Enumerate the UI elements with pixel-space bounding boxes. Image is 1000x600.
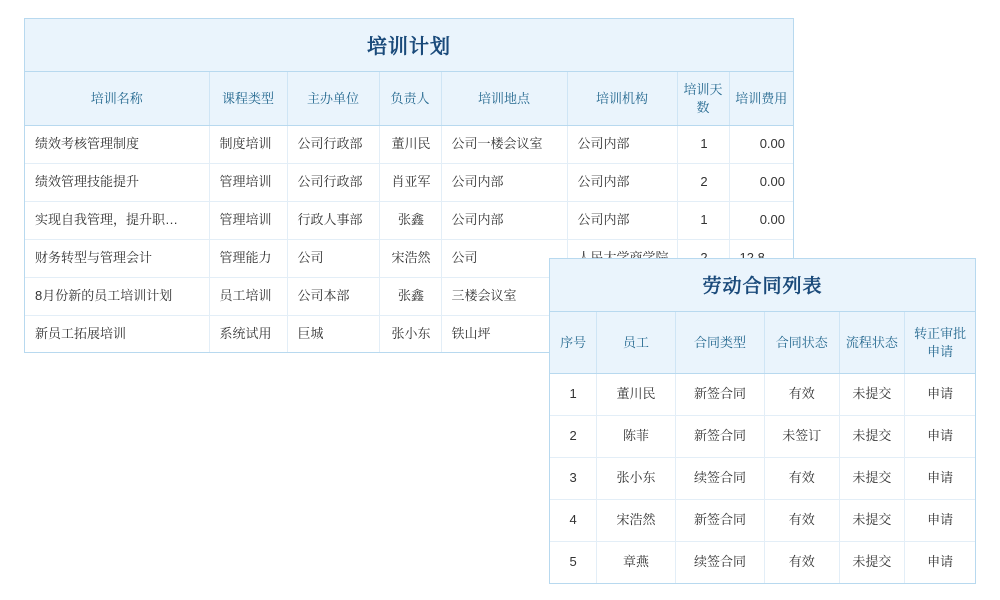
table-row[interactable] [25, 126, 793, 164]
course-type-cell: 系统试用 [209, 315, 287, 352]
training-name-link[interactable]: 实现自我管理，提升职… [25, 201, 209, 239]
labor-contract-table [550, 312, 975, 583]
table-row[interactable] [550, 457, 975, 499]
course-type-cell: 管理能力 [209, 239, 287, 277]
column-header-flow-status: 流程状态 [839, 312, 905, 374]
course-type-cell: 管理培训 [209, 163, 287, 201]
organizer-cell: 公司行政部 [287, 163, 379, 201]
apply-link[interactable]: 申请 [905, 374, 975, 416]
column-header-employee: 员工 [597, 312, 676, 374]
flow-status-cell: 未提交 [839, 415, 905, 457]
owner-link[interactable]: 宋浩然 [379, 239, 441, 277]
apply-link[interactable]: 申请 [905, 541, 975, 582]
flow-status-cell: 未提交 [839, 457, 905, 499]
table-row[interactable] [550, 499, 975, 541]
index-cell: 3 [550, 457, 597, 499]
labor-contract-title: 劳动合同列表 [550, 259, 975, 312]
contract-status-cell: 未签订 [765, 415, 839, 457]
flow-status-cell: 未提交 [839, 499, 905, 541]
index-cell: 2 [550, 415, 597, 457]
table-row[interactable] [550, 415, 975, 457]
organizer-cell: 公司 [287, 239, 379, 277]
training-name-link[interactable]: 8月份新的员工培训计划 [25, 277, 209, 315]
apply-link[interactable]: 申请 [905, 457, 975, 499]
owner-link[interactable]: 董川民 [379, 126, 441, 164]
place-cell: 公司一楼会议室 [441, 126, 567, 164]
agency-cell: 公司内部 [567, 126, 677, 164]
contract-type-cell: 续签合同 [675, 457, 764, 499]
column-header-agency: 培训机构 [567, 72, 677, 126]
owner-link[interactable]: 张鑫 [379, 277, 441, 315]
fee-cell: 0.00 [729, 126, 793, 164]
agency-cell: 公司内部 [567, 201, 677, 239]
contract-status-cell: 有效 [765, 541, 839, 582]
index-cell: 1 [550, 374, 597, 416]
contract-status-cell: 有效 [765, 457, 839, 499]
column-header-owner: 负责人 [379, 72, 441, 126]
flow-status-cell: 未提交 [839, 541, 905, 582]
owner-link[interactable]: 肖亚军 [379, 163, 441, 201]
training-plan-header-row [25, 72, 793, 126]
column-header-fee: 培训费用 [729, 72, 793, 126]
owner-link[interactable]: 张小东 [379, 315, 441, 352]
organizer-cell: 巨城 [287, 315, 379, 352]
place-cell: 公司 [441, 239, 567, 277]
organizer-cell: 公司本部 [287, 277, 379, 315]
days-cell: 2 [677, 163, 729, 201]
training-name-link[interactable]: 新员工拓展培训 [25, 315, 209, 352]
table-row[interactable] [550, 541, 975, 582]
column-header-contract-type: 合同类型 [675, 312, 764, 374]
contract-type-cell: 新签合同 [675, 374, 764, 416]
column-header-organizer: 主办单位 [287, 72, 379, 126]
course-type-cell: 管理培训 [209, 201, 287, 239]
contract-status-cell: 有效 [765, 374, 839, 416]
column-header-training-name: 培训名称 [25, 72, 209, 126]
contract-type-cell: 新签合同 [675, 415, 764, 457]
fee-cell: 0.00 [729, 163, 793, 201]
employee-link[interactable]: 董川民 [597, 374, 676, 416]
days-cell: 1 [677, 126, 729, 164]
owner-link[interactable]: 张鑫 [379, 201, 441, 239]
apply-link[interactable]: 申请 [905, 415, 975, 457]
column-header-course-type: 课程类型 [209, 72, 287, 126]
place-cell: 公司内部 [441, 163, 567, 201]
column-header-place: 培训地点 [441, 72, 567, 126]
training-name-link[interactable]: 绩效管理技能提升 [25, 163, 209, 201]
table-row[interactable] [25, 201, 793, 239]
course-type-cell: 制度培训 [209, 126, 287, 164]
labor-contract-header-row [550, 312, 975, 374]
index-cell: 4 [550, 499, 597, 541]
index-cell: 5 [550, 541, 597, 582]
agency-cell: 公司内部 [567, 163, 677, 201]
days-cell: 1 [677, 201, 729, 239]
contract-status-cell: 有效 [765, 499, 839, 541]
contract-type-cell: 新签合同 [675, 499, 764, 541]
employee-link[interactable]: 宋浩然 [597, 499, 676, 541]
apply-link[interactable]: 申请 [905, 499, 975, 541]
column-header-index: 序号 [550, 312, 597, 374]
column-header-days: 培训天数 [677, 72, 729, 126]
labor-contract-panel [549, 258, 976, 584]
organizer-cell: 公司行政部 [287, 126, 379, 164]
training-name-link[interactable]: 财务转型与管理会计 [25, 239, 209, 277]
table-row[interactable] [25, 163, 793, 201]
training-plan-title: 培训计划 [25, 19, 793, 72]
place-cell: 三楼会议室 [441, 277, 567, 315]
contract-type-cell: 续签合同 [675, 541, 764, 582]
organizer-cell: 行政人事部 [287, 201, 379, 239]
employee-link[interactable]: 张小东 [597, 457, 676, 499]
course-type-cell: 员工培训 [209, 277, 287, 315]
flow-status-cell: 未提交 [839, 374, 905, 416]
table-row[interactable] [550, 374, 975, 416]
column-header-regularization-approval: 转正审批申请 [905, 312, 975, 374]
place-cell: 铁山坪 [441, 315, 567, 352]
employee-link[interactable]: 章燕 [597, 541, 676, 582]
training-name-link[interactable]: 绩效考核管理制度 [25, 126, 209, 164]
column-header-contract-status: 合同状态 [765, 312, 839, 374]
place-cell: 公司内部 [441, 201, 567, 239]
fee-cell: 0.00 [729, 201, 793, 239]
employee-link[interactable]: 陈菲 [597, 415, 676, 457]
